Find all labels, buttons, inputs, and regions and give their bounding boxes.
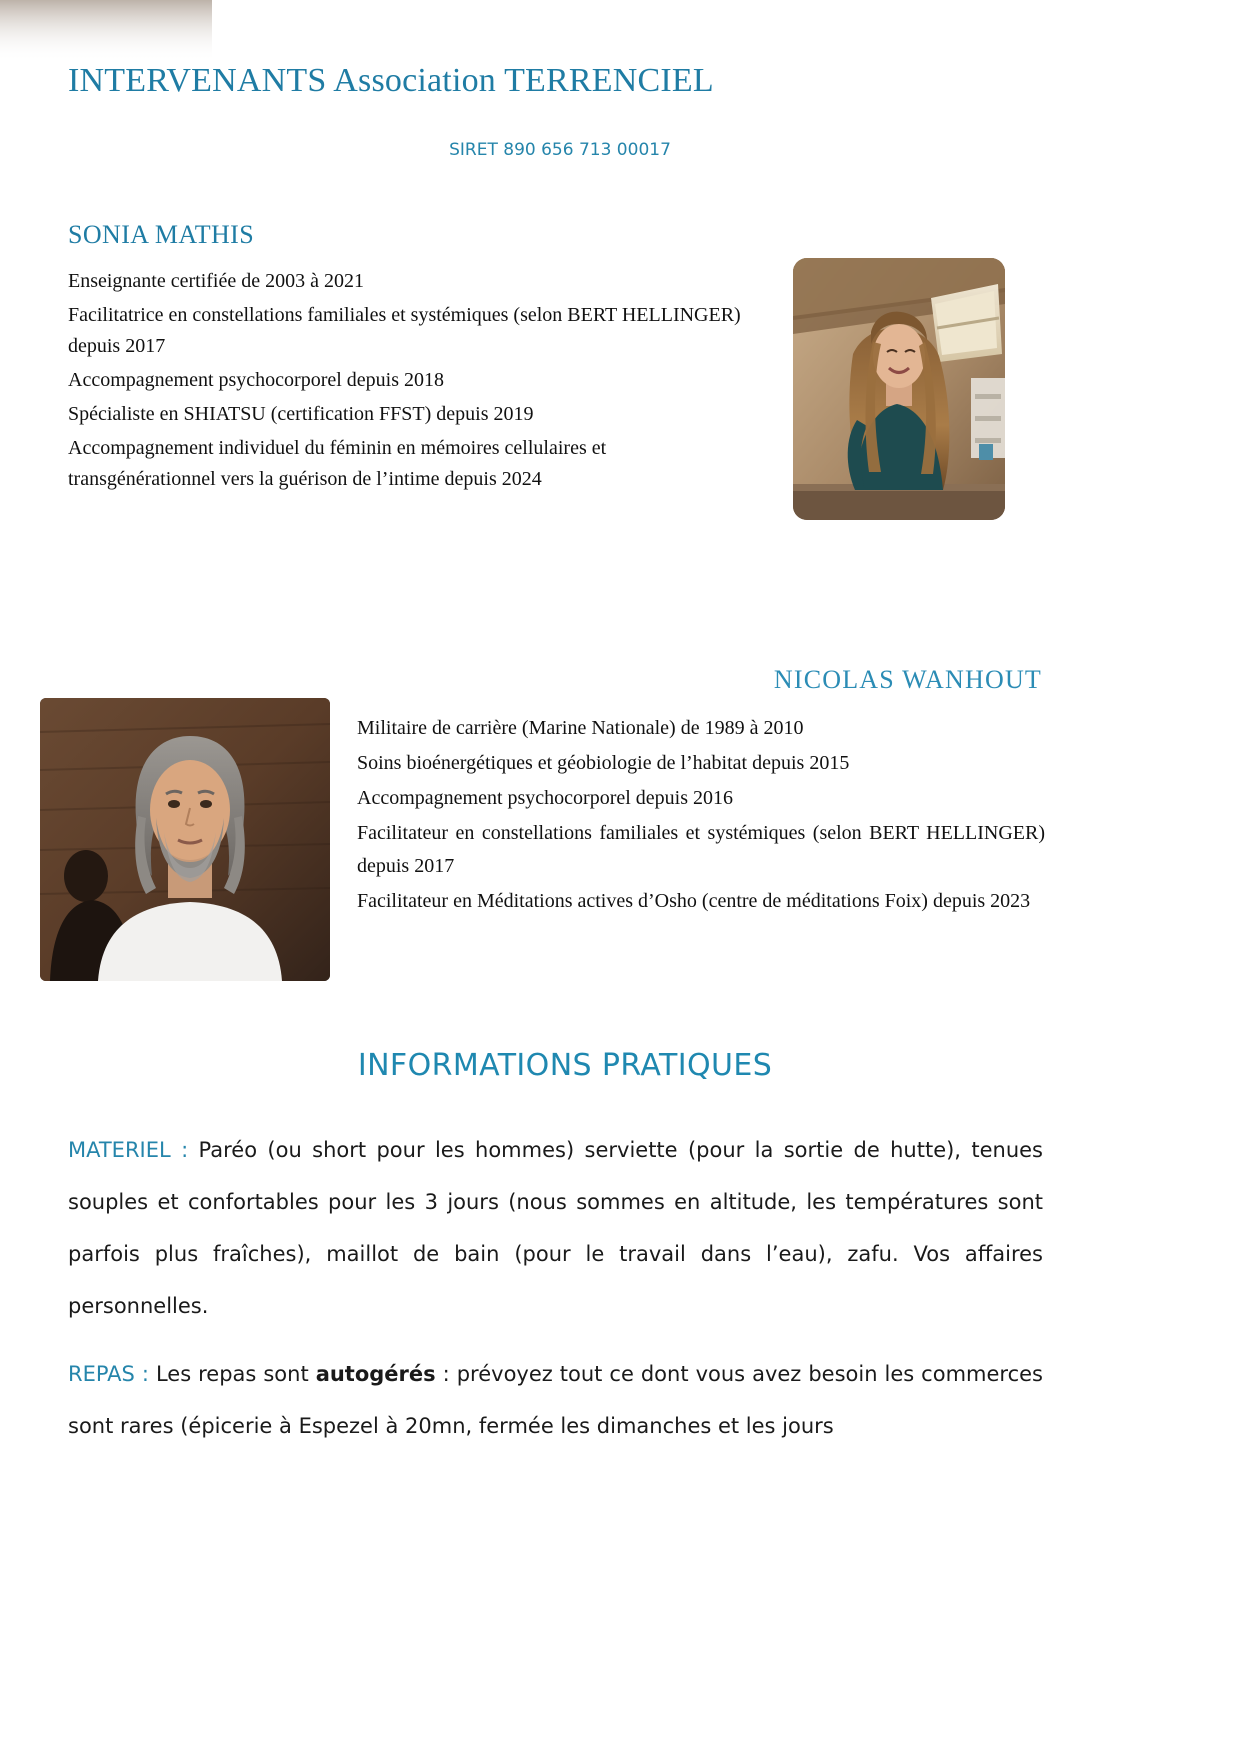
person-name-sonia-mathis: SONIA MATHIS: [68, 220, 255, 249]
bio-line: Facilitateur en Méditations actives d’Osho (centre de méditations Foix) depuis 2023: [357, 890, 1031, 912]
repas-text-before: Les repas sont: [148, 1362, 316, 1386]
bio-line: Militaire de carrière (Marine Nationale) de 1989 à 2010: [357, 717, 804, 739]
siret-line: SIRET 890 656 713 00017: [449, 140, 671, 160]
bio-line: Facilitatrice en constellations familiales et systémiques (selon BERT HELLINGER) depuis 2017: [68, 304, 741, 357]
portrait-sonia-image: [793, 258, 1005, 520]
materiel-label: MATERIEL :: [68, 1138, 189, 1162]
repas-bold-word: autogérés: [315, 1362, 436, 1386]
bio-line: Facilitateur en constellations familiales et systémiques (selon BERT HELLINGER) depuis 2017: [357, 822, 1045, 877]
portrait-nicolas-image: [40, 698, 330, 981]
portrait-nicolas-wanhout: [40, 698, 330, 981]
materiel-text: Paréo (ou short pour les hommes) serviette (pour la sortie de hutte), tenues souples et confortables pour les 3 jours (nous sommes en altitude, les températures sont parfois plus fraîches), maillot de bain (pour le travail dans l’eau), zafu. Vos affaires personnelles.: [68, 1138, 1043, 1318]
bio-line: Spécialiste en SHIATSU (certification FFST) depuis 2019: [68, 403, 534, 425]
paragraph-repas: [68, 1348, 1043, 1452]
bio-line: Accompagnement psychocorporel depuis 2018: [68, 369, 445, 391]
bio-line: Enseignante certifiée de 2003 à 2021: [68, 270, 364, 292]
repas-label: REPAS :: [68, 1362, 149, 1386]
person-bio-nicolas-wanhout: [357, 712, 1045, 920]
bio-line: Soins bioénergétiques et géobiologie de l’habitat depuis 2015: [357, 752, 850, 774]
bio-line: Accompagnement psychocorporel depuis 2016: [357, 787, 734, 809]
person-name-nicolas-wanhout: NICOLAS WANHOUT: [773, 665, 1042, 694]
section-heading-informations-pratiques: INFORMATIONS PRATIQUES: [357, 1048, 773, 1083]
page-title: INTERVENANTS Association TERRENCIEL: [68, 62, 714, 99]
repas-text-after: : prévoyez tout ce dont vous avez besoin les commerces sont rares (épicerie à Espezel à 20mn, fermée les dimanches et les jours: [68, 1362, 1043, 1438]
bio-line: Accompagnement individuel du féminin en mémoires cellulaires et transgénérationnel vers la guérison de l’intime depuis 2024: [68, 437, 607, 490]
reflection-gradient: [0, 0, 212, 62]
paragraph-materiel: [68, 1124, 1043, 1332]
person-bio-sonia-mathis: [68, 266, 748, 498]
portrait-sonia-reflection: [0, 0, 1240, 67]
portrait-sonia-mathis: [793, 258, 1005, 520]
